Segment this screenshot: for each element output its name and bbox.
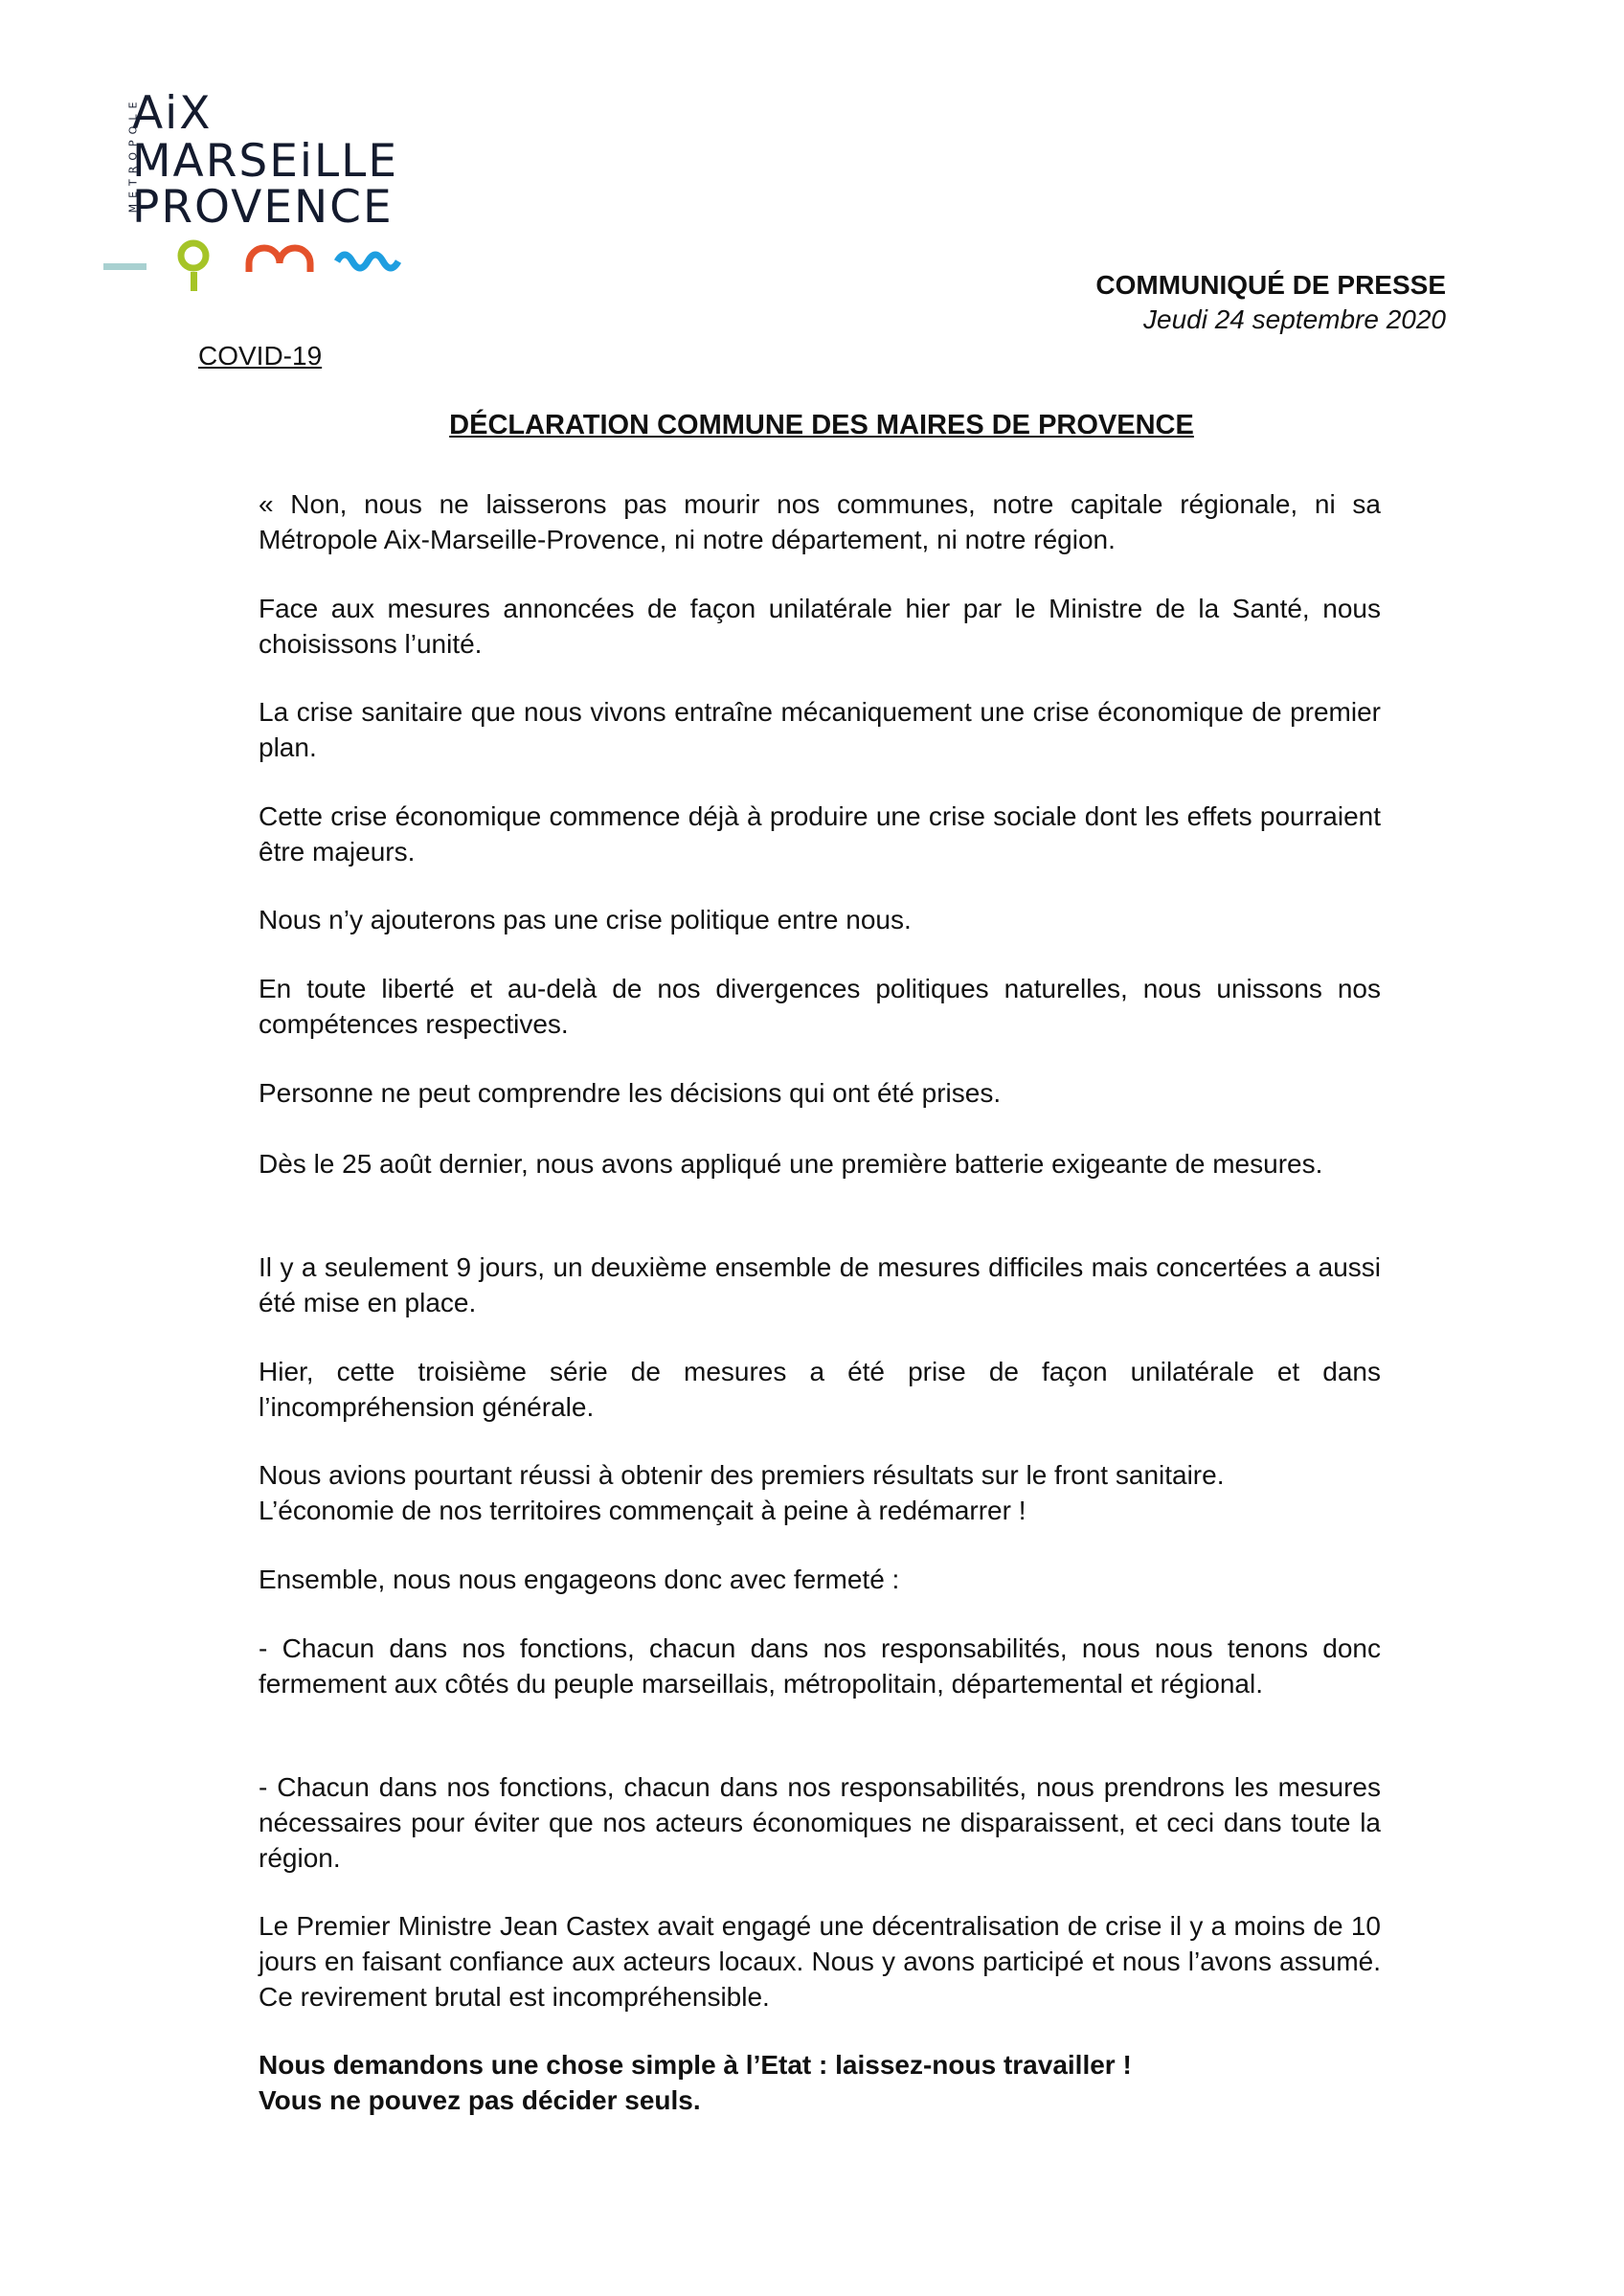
paragraph: - Chacun dans nos fonctions, chacun dans nos responsabilités, nous nous tenons donc fermement aux côtés du peuple marseillais, métropolitain, départemental et régional. bbox=[259, 1633, 1381, 1699]
paragraph: Cette crise économique commence déjà à produire une crise sociale dont les effets pourraient être majeurs. bbox=[259, 801, 1381, 867]
paragraph: Nous avions pourtant réussi à obtenir des premiers résultats sur le front sanitaire. bbox=[259, 1460, 1225, 1490]
paragraph: « Non, nous ne laisserons pas mourir nos communes, notre capitale régionale, ni sa Métropole Aix-Marseille-Provence, ni notre département, ni notre région. bbox=[259, 489, 1381, 554]
closing-line: Nous demandons une chose simple à l’Etat : laissez-nous travailler ! bbox=[259, 2050, 1132, 2080]
logo-line-marseille: MARSEiLLE bbox=[132, 135, 399, 188]
logo-line-provence: PROVENCE bbox=[132, 181, 394, 234]
closing-line: Vous ne pouvez pas décider seuls. bbox=[259, 2085, 701, 2115]
release-date: Jeudi 24 septembre 2020 bbox=[1143, 304, 1446, 334]
document-title: DÉCLARATION COMMUNE DES MAIRES DE PROVENCE bbox=[449, 410, 1194, 440]
paragraph: Ensemble, nous nous engageons donc avec fermeté : bbox=[259, 1564, 900, 1594]
paragraph: Dès le 25 août dernier, nous avons appliqué une première batterie exigeante de mesures. bbox=[259, 1149, 1323, 1179]
paragraph: Personne ne peut comprendre les décisions qui ont été prises. bbox=[259, 1078, 1002, 1108]
press-release-label: COMMUNIQUÉ DE PRESSE bbox=[1095, 270, 1446, 300]
paragraph: - Chacun dans nos fonctions, chacun dans nos responsabilités, nous prendrons les mesures nécessaires pour éviter que nos acteurs économiques ne disparaissent, et ceci dans toute la région. bbox=[259, 1772, 1381, 1873]
paragraph: La crise sanitaire que nous vivons entraîne mécaniquement une crise économique de premier plan. bbox=[259, 697, 1381, 762]
paragraph: Face aux mesures annoncées de façon unilatérale hier par le Ministre de la Santé, nous choisissons l’unité. bbox=[259, 594, 1381, 659]
paragraph: Le Premier Ministre Jean Castex avait engagé une décentralisation de crise il y a moins de 10 jours en faisant confiance aux acteurs locaux. Nous y avons participé et nous l’avons assumé. Ce revirement brutal est incompréhensible. bbox=[259, 1911, 1381, 2012]
paragraph: Il y a seulement 9 jours, un deuxième ensemble de mesures difficiles mais concertées a aussi été mise en place. bbox=[259, 1252, 1381, 1317]
paragraph: En toute liberté et au-delà de nos divergences politiques naturelles, nous unissons nos compétences respectives. bbox=[259, 974, 1381, 1039]
paragraph: Nous n’y ajouterons pas une crise politique entre nous. bbox=[259, 905, 912, 934]
logo-line-aix: AiX bbox=[132, 87, 213, 140]
logo-symbols-icon bbox=[96, 235, 440, 302]
paragraph: L’économie de nos territoires commençait à peine à redémarrer ! bbox=[259, 1496, 1026, 1525]
paragraph: Hier, cette troisième série de mesures a été prise de façon unilatérale et dans l’incompréhension générale. bbox=[259, 1357, 1381, 1422]
logo-vertical-text: METROPOLE bbox=[126, 96, 140, 214]
metropole-logo bbox=[96, 87, 440, 282]
topic-label: COVID-19 bbox=[198, 341, 323, 371]
